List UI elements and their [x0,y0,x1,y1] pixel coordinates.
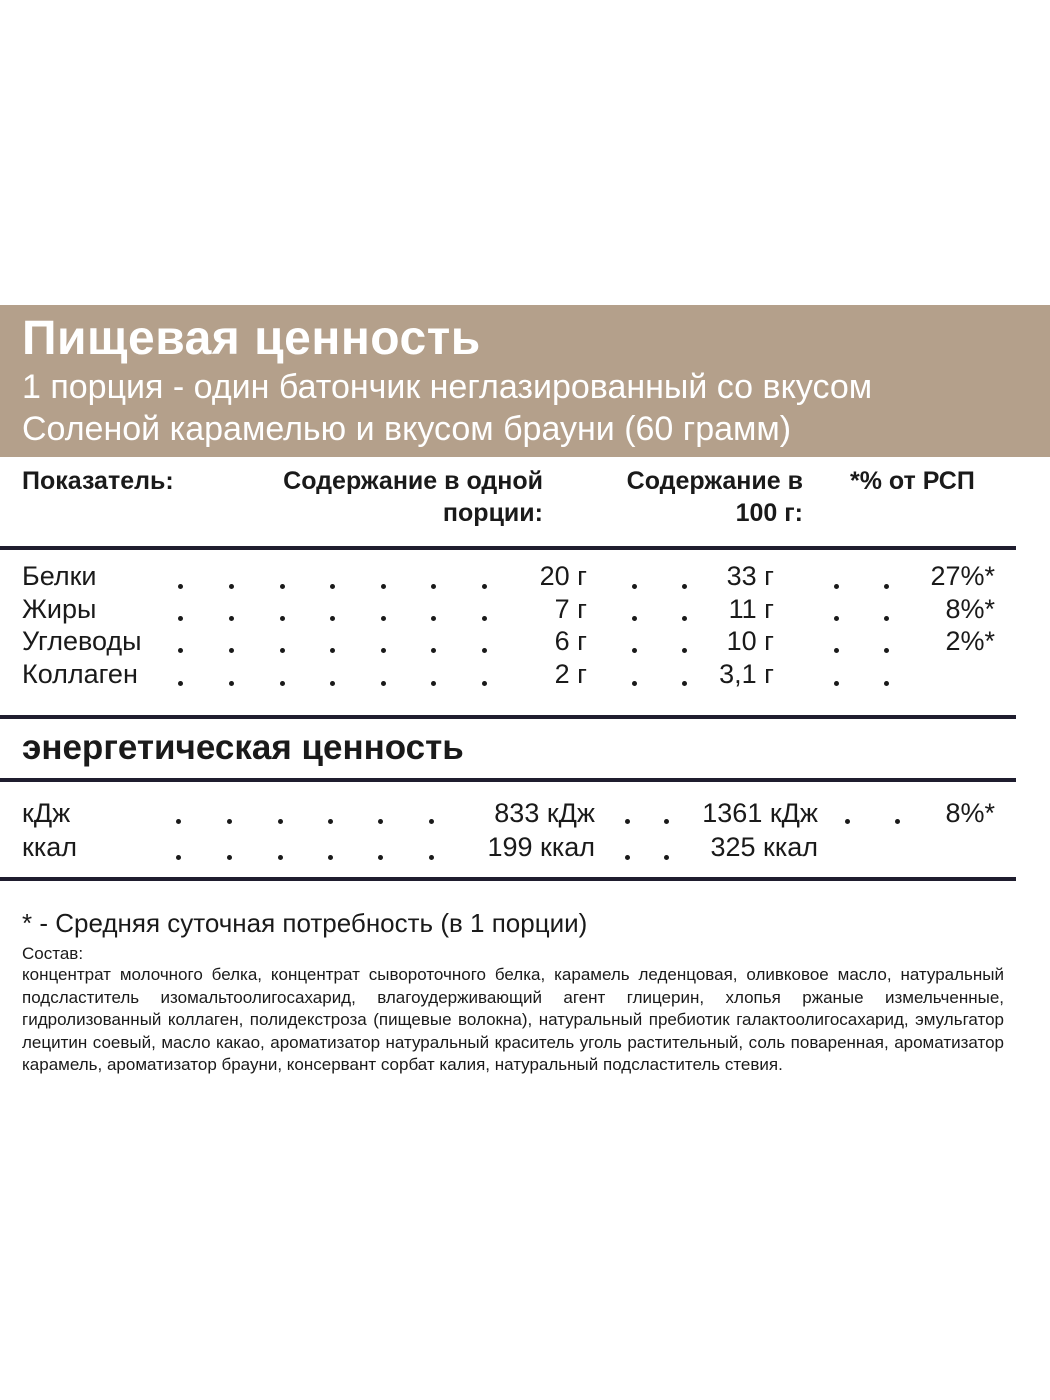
leader-dot [278,855,283,860]
leader-dot [178,648,183,653]
subtitle-line-2: Соленой карамелью и вкусом брауни (60 грамм) [22,410,792,448]
divider-top [0,546,1016,550]
leader-dot [328,819,333,824]
energy-row-kj [0,798,1050,830]
nutrient-row-carbs [0,626,1050,658]
nutrient-row-collagen [0,659,1050,691]
nutrient-portion-value: 20 г [539,561,587,591]
leader-dot [834,584,839,589]
leader-dot [884,584,889,589]
nutrient-rsp-value: 27%* [930,561,995,591]
leader-dot [482,616,487,621]
nutrient-label: Углеводы [22,626,142,656]
leader-dot [682,584,687,589]
leader-dot [381,681,386,686]
leader-dot [482,681,487,686]
nutrient-per100-value: 33 г [726,561,774,591]
leader-dot [330,648,335,653]
column-header-per-100g: Содержание в 100 г: [626,467,803,527]
leader-dot [431,584,436,589]
nutrient-portion-value: 7 г [554,594,587,624]
leader-dot [431,681,436,686]
leader-dot [884,648,889,653]
nutrient-label: Жиры [22,594,97,624]
leader-dot [682,681,687,686]
energy-portion-value: 833 кДж [494,798,595,828]
leader-dot [482,648,487,653]
leader-dot [176,819,181,824]
leader-dot [328,855,333,860]
leader-dot [229,616,234,621]
energy-section-title: энергетическая ценность [22,728,464,767]
divider-middle [0,715,1016,719]
energy-portion-value: 199 ккал [487,832,595,862]
leader-dot [330,584,335,589]
leader-dot [378,819,383,824]
composition-text: концентрат молочного белка, концентрат сывороточного белка, карамель леденцовая, оливковое масло, натуральный подсластитель изомальтоолигосахарид, влагоудерживающий агент глицерин, хлопья ржаные измельченные, гидролизованный коллаген, полидекстроза (пищевые волокна), натуральный пребиотик галактоолигосахарид, эмульгатор лецитин соевый, масло какао, ароматизатор натуральный краситель уголь растительный, соль поваренная, ароматизатор карамель, ароматизатор брауни, консервант сорбат калия, натуральный подсластитель стевия. [22,965,1004,1074]
energy-per100-value: 1361 кДж [702,798,818,828]
energy-per100-value: 325 ккал [710,832,818,862]
leader-dot [178,681,183,686]
leader-dot [682,616,687,621]
energy-rsp-value: 8%* [945,798,995,828]
leader-dot [229,584,234,589]
nutrient-portion-value: 2 г [554,659,587,689]
energy-row-kcal [0,832,1050,864]
leader-dot [632,584,637,589]
nutrient-row-fat [0,594,1050,626]
leader-dot [632,648,637,653]
leader-dot [280,584,285,589]
leader-dot [884,616,889,621]
leader-dot [625,855,630,860]
leader-dot [229,648,234,653]
nutrient-per100-value: 11 г [728,594,774,624]
page-title: Пищевая ценность [22,312,481,365]
leader-dot [625,819,630,824]
leader-dot [227,855,232,860]
column-header-per-portion: Содержание в одной порции: [283,467,543,527]
leader-dot [834,648,839,653]
nutrient-row-protein [0,561,1050,593]
leader-dot [330,616,335,621]
leader-dot [280,616,285,621]
energy-label: ккал [22,832,77,862]
leader-dot [280,648,285,653]
divider-bottom [0,877,1016,881]
leader-dot [280,681,285,686]
leader-dot [178,584,183,589]
column-header-parameter: Показатель: [22,467,174,495]
leader-dot [845,819,850,824]
leader-dot [884,681,889,686]
leader-dot [895,819,900,824]
leader-dot [378,855,383,860]
leader-dot [429,819,434,824]
nutrient-per100-value: 10 г [726,626,774,656]
leader-dot [482,584,487,589]
energy-label: кДж [22,798,71,828]
leader-dot [278,819,283,824]
leader-dot [664,855,669,860]
leader-dot [632,616,637,621]
subtitle-line-1: 1 порция - один батончик неглазированный со вкусом [22,368,873,406]
leader-dot [834,616,839,621]
leader-dot [381,616,386,621]
footnote-rsp: * - Средняя суточная потребность (в 1 порции) [22,908,588,938]
leader-dot [431,616,436,621]
nutrient-portion-value: 6 г [554,626,587,656]
leader-dot [429,855,434,860]
leader-dot [682,648,687,653]
leader-dot [229,681,234,686]
leader-dot [330,681,335,686]
leader-dot [178,616,183,621]
leader-dot [664,819,669,824]
nutrient-label: Коллаген [22,659,138,689]
nutrient-per100-value: 3,1 г [719,659,774,689]
divider-energy [0,778,1016,782]
nutrient-label: Белки [22,561,97,591]
nutrient-rsp-value: 8%* [945,594,995,624]
leader-dot [381,648,386,653]
nutrient-rsp-value: 2%* [945,626,995,656]
leader-dot [381,584,386,589]
leader-dot [632,681,637,686]
leader-dot [431,648,436,653]
leader-dot [227,819,232,824]
leader-dot [834,681,839,686]
composition-label: Состав: [22,944,84,963]
column-header-rsp: *% от РСП [850,467,975,495]
leader-dot [176,855,181,860]
